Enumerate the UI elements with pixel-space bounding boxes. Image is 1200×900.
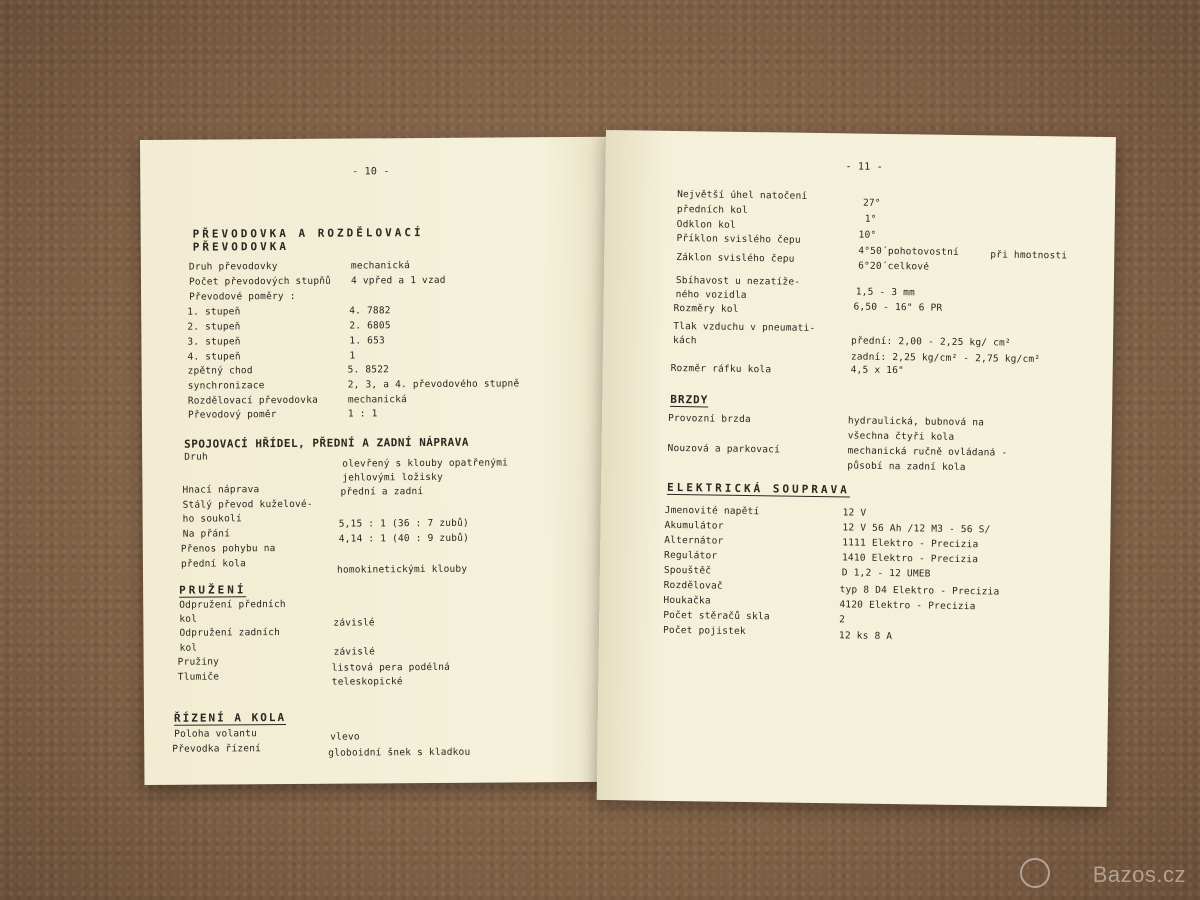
- watermark-logo-icon: [1020, 858, 1050, 888]
- spec-value: 27°: [862, 197, 881, 209]
- spec-label: Druh: [184, 451, 208, 463]
- spec-label: Akumulátor: [664, 519, 724, 532]
- spec-label: Spouštěč: [663, 564, 712, 577]
- spec-value: přední: 2,00 - 2,25 kg/ cm²: [851, 335, 1011, 349]
- spec-label: kol: [179, 613, 198, 625]
- spec-label: Stálý převod kuželové-: [182, 498, 313, 511]
- spec-label: kách: [672, 334, 697, 347]
- spec-label: Odklon kol: [676, 218, 736, 231]
- spec-label: Poloha volantu: [174, 728, 258, 740]
- spec-value: 5. 8522: [347, 364, 390, 376]
- spec-value: přední a zadní: [340, 486, 424, 498]
- spec-label: Alternátor: [664, 534, 724, 547]
- spec-label: Počet převodových stupňů: [188, 275, 332, 288]
- spec-label: Počet stěračů skla: [663, 609, 770, 623]
- spec-label: ho soukolí: [182, 513, 242, 525]
- spec-value: homokinetickými klouby: [336, 563, 468, 576]
- section-heading: BRZDY: [670, 392, 709, 407]
- spec-label: Rozměr ráfku kola: [670, 362, 772, 376]
- spec-label: zpětný chod: [187, 365, 253, 377]
- spec-value: globoidní šnek s kladkou: [328, 746, 471, 759]
- spec-label: Převodka řízení: [172, 743, 262, 755]
- spec-label: Rozdělovací převodovka: [187, 394, 319, 407]
- spec-label: Provozní brzda: [667, 412, 751, 426]
- spec-value: 10°: [858, 229, 877, 241]
- spec-label: kol: [179, 642, 198, 654]
- spec-label: Rozměry kol: [673, 302, 739, 315]
- spec-value: 12 V 56 Ah /12 M3 - 56 S/: [842, 522, 991, 536]
- spec-value: 1. 653: [349, 335, 385, 347]
- spec-value: závislé: [333, 617, 375, 629]
- spec-label: Na přání: [182, 528, 231, 540]
- spec-label: Druh převodovky: [188, 261, 278, 273]
- section-heading: PŘEVODOVKA: [192, 239, 290, 254]
- spec-value: mechanická ručně ovládaná -: [847, 445, 1008, 459]
- spec-value: 2, 3, a 4. převodového stupně: [347, 378, 520, 391]
- spec-value: 4. 7882: [349, 305, 391, 317]
- left-page: [140, 137, 616, 785]
- spec-label: Přenos pohybu na: [180, 543, 276, 555]
- spec-label: Největší úhel natočení: [677, 188, 808, 202]
- spec-label: synchronizace: [187, 380, 265, 392]
- spec-label: 3. stupeň: [187, 336, 241, 348]
- spec-value: teleskopické: [331, 676, 403, 688]
- spec-label: Odpružení předních: [179, 598, 286, 611]
- spec-label: Hnací náprava: [182, 484, 260, 496]
- spec-value: 1°: [864, 213, 877, 225]
- spec-label: Tlak vzduchu v pneumati-: [673, 320, 816, 334]
- spec-label: Nouzová a parkovací: [667, 442, 781, 456]
- spec-label: přední kola: [180, 558, 247, 570]
- spec-label: Převodové poměry :: [189, 290, 296, 303]
- spec-label: Záklon svislého čepu: [676, 251, 795, 265]
- spec-value: 1: [349, 350, 356, 362]
- spec-value: typ 8 D4 Elektro - Precizia: [839, 584, 1000, 598]
- spec-value: jehlovými ložisky: [342, 471, 444, 484]
- spec-label: Houkačka: [663, 594, 711, 607]
- spec-value: 12 ks 8 A: [838, 630, 893, 643]
- spec-value: 2: [839, 614, 846, 626]
- right-page: [597, 130, 1116, 807]
- spec-value: olevřený s klouby opatřenými: [342, 457, 509, 470]
- spec-label: Odpružení zadních: [179, 627, 281, 639]
- spec-label: předních kol: [676, 203, 749, 216]
- spec-value: všechna čtyři kola: [847, 430, 955, 443]
- spec-label: Regulátor: [663, 549, 718, 562]
- spec-value: závislé: [333, 646, 376, 658]
- spec-value: 4 vpřed a 1 vzad: [350, 274, 446, 287]
- spec-value: 1410 Elektro - Precizia: [841, 552, 979, 566]
- spec-value: 4°50´pohotovostní: [858, 245, 960, 258]
- section-heading: ELEKTRICKÁ SOUPRAVA: [666, 480, 850, 497]
- spec-value: 4,5 x 16": [850, 364, 905, 377]
- spec-value: zadní: 2,25 kg/cm² - 2,75 kg/cm²: [850, 351, 1041, 366]
- section-heading: ŘÍZENÍ A KOLA: [173, 710, 287, 725]
- spec-label: Rozdělovač: [663, 579, 723, 592]
- section-heading: PRUŽENÍ: [179, 583, 247, 597]
- spec-label: Počet pojistek: [662, 624, 746, 638]
- spec-label: 4. stupeň: [187, 351, 241, 363]
- spec-label: 2. stupeň: [187, 321, 241, 333]
- spec-value: listová pera podélná: [331, 661, 451, 674]
- spec-value: mechanická: [347, 394, 408, 406]
- spec-label: Příklon svislého čepu: [676, 232, 801, 246]
- spec-value: působí na zadní kola: [847, 460, 966, 474]
- section-heading: PŘEVODOVKA A ROZDĚLOVACÍ: [192, 226, 424, 241]
- spec-value: 2. 6805: [349, 320, 391, 332]
- spec-label: Jmenovité napětí: [664, 504, 760, 518]
- spec-value: 1111 Elektro - Precizia: [842, 537, 979, 551]
- section-heading: SPOJOVACÍ HŘÍDEL, PŘEDNÍ A ZADNÍ NÁPRAVA: [184, 435, 470, 451]
- spec-value: 5,15 : 1 (36 : 7 zubů): [338, 517, 469, 530]
- spec-value: 6,50 - 16" 6 PR: [853, 301, 943, 314]
- spec-value: hydraulická, bubnová na: [847, 415, 985, 429]
- spec-value: 12 V: [842, 507, 867, 519]
- spec-label: 1. stupeň: [187, 306, 241, 318]
- spec-value: 1 : 1: [347, 408, 378, 420]
- spec-label: Převodový poměr: [187, 409, 277, 421]
- watermark: Bazos.cz: [1092, 862, 1186, 887]
- page-number: - 11 -: [845, 161, 883, 173]
- spec-value: D 1,2 - 12 UMEB: [841, 567, 931, 580]
- spec-value: 4,14 : 1 (40 : 9 zubů): [338, 532, 470, 545]
- spec-label: Tlumiče: [177, 671, 220, 683]
- spec-value: 1,5 - 3 mm: [855, 286, 916, 299]
- spec-value: vlevo: [330, 731, 360, 743]
- spec-value: mechanická: [350, 260, 411, 272]
- spec-label: Sbíhavost u nezatíže-: [675, 274, 801, 288]
- spec-label: Pružiny: [177, 656, 220, 668]
- spec-value: 4120 Elektro - Precizia: [839, 599, 976, 613]
- spec-note: při hmotnosti: [990, 249, 1068, 262]
- spec-value: 6°20´celkové: [858, 260, 930, 273]
- spec-label: ného vozidla: [675, 288, 747, 301]
- page-number: - 10 -: [352, 166, 390, 178]
